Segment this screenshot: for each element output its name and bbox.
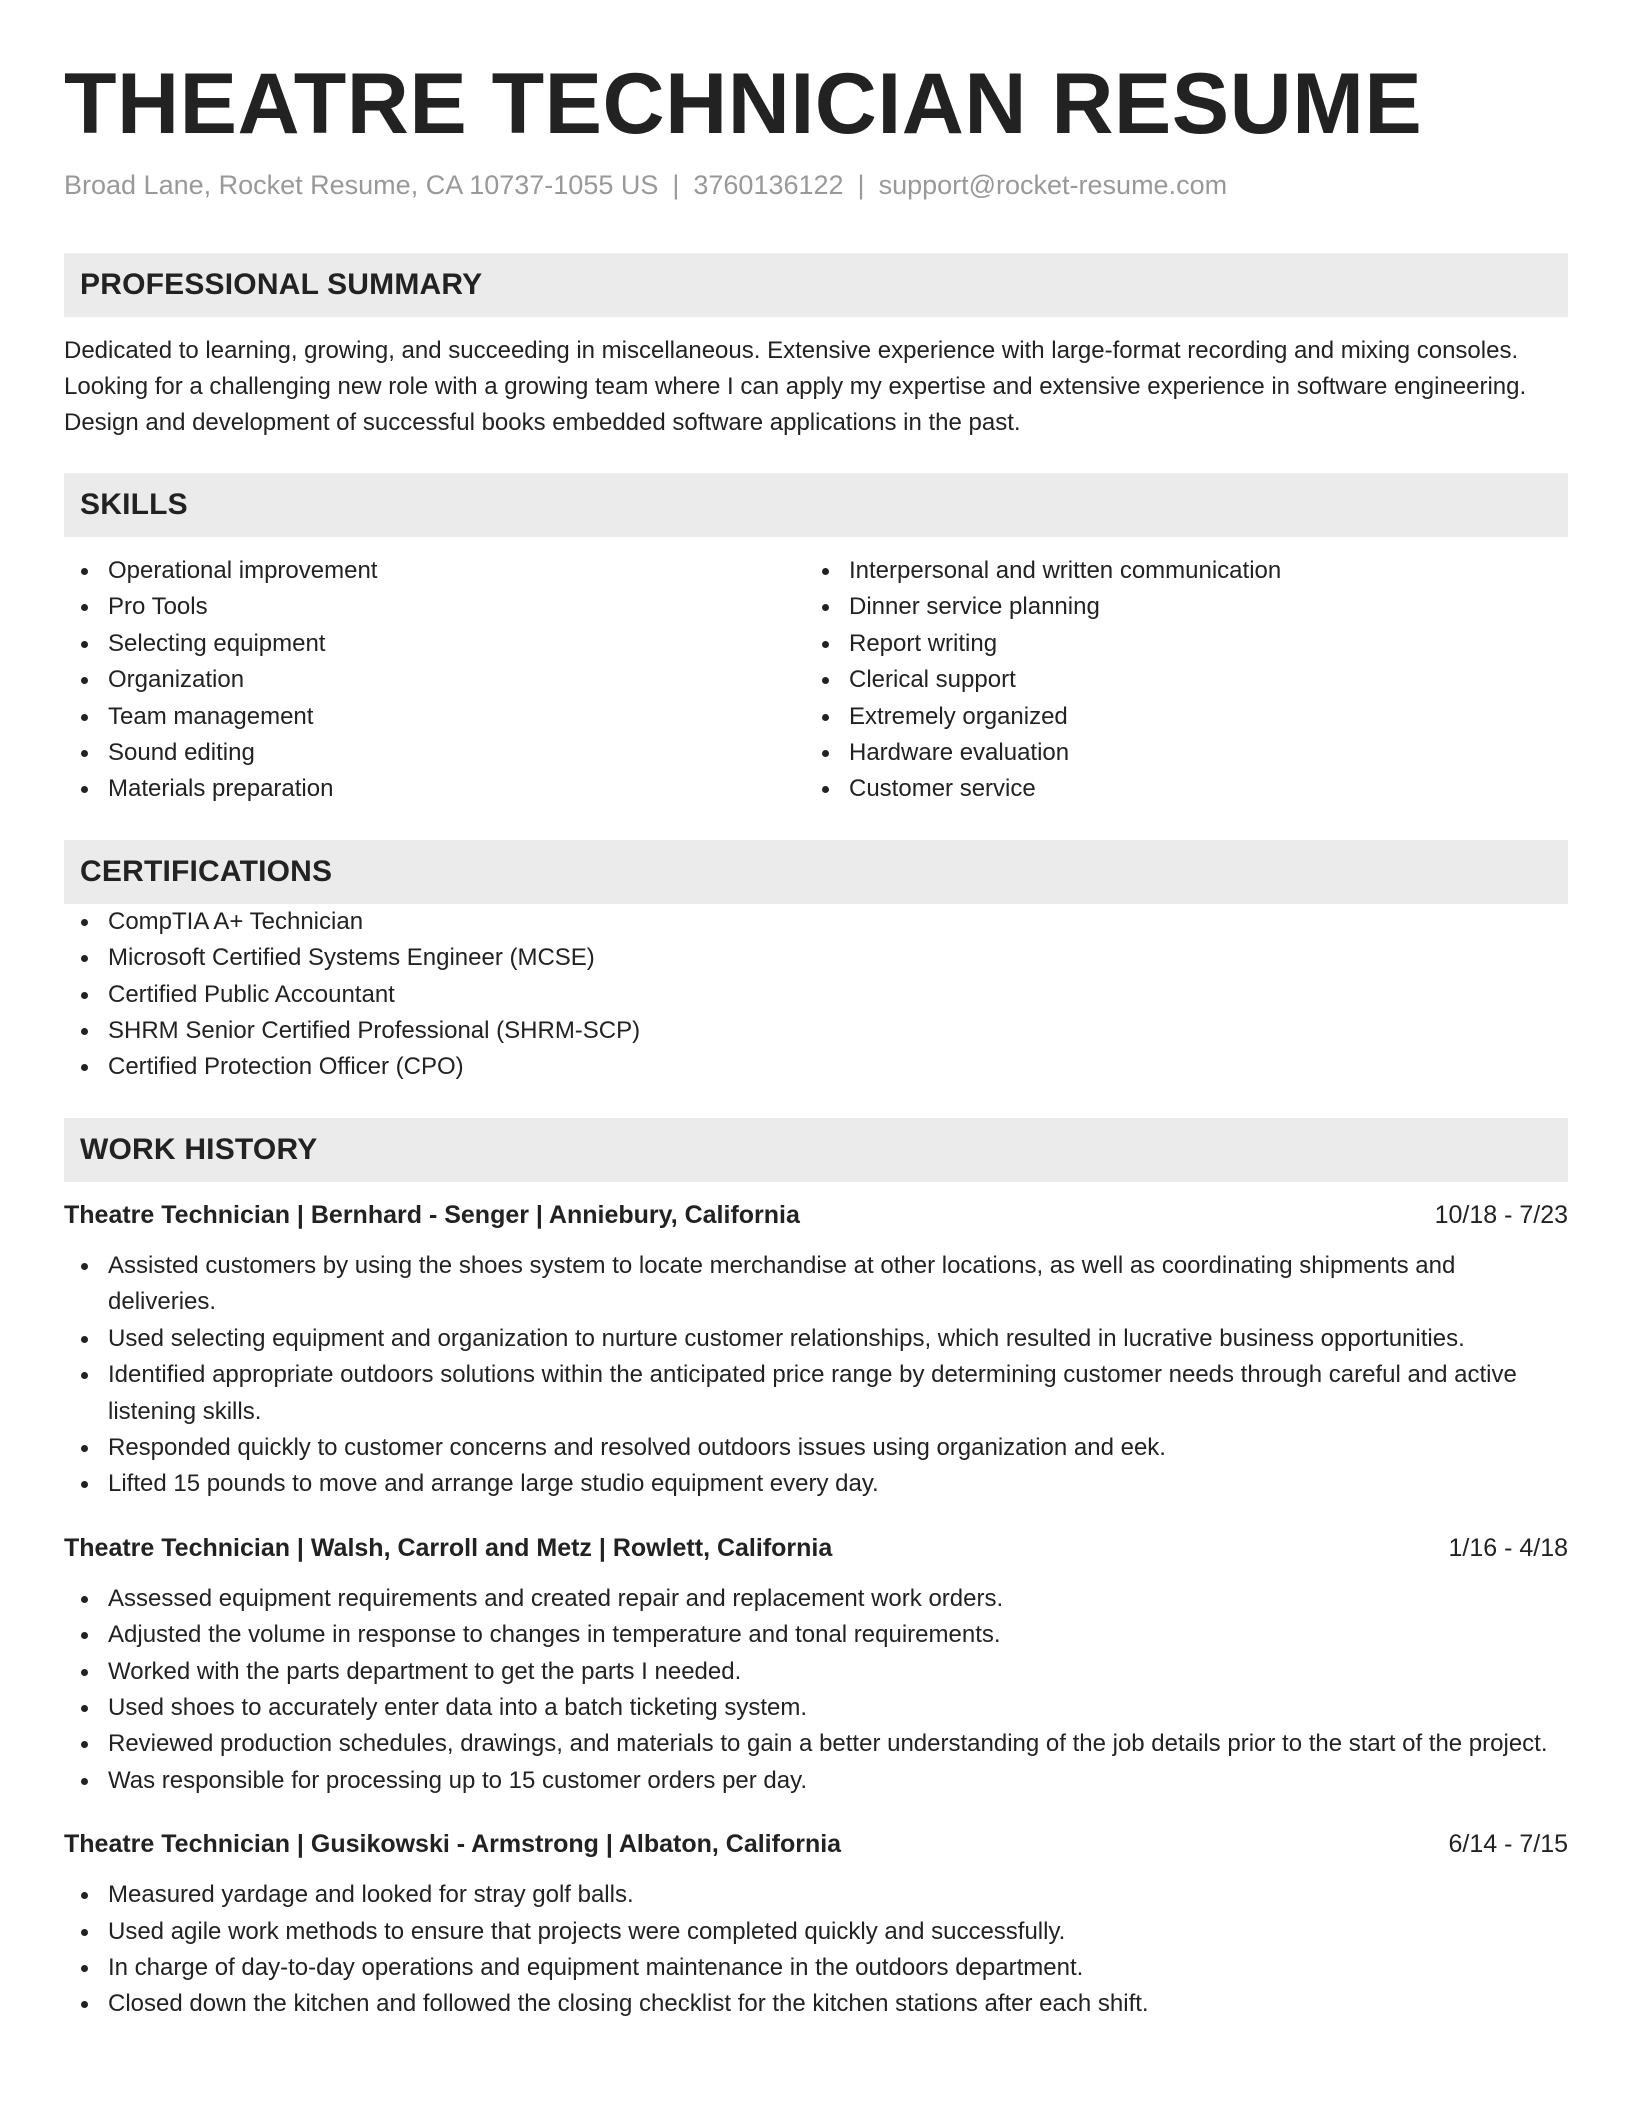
skill-item: Report writing [805,626,1546,662]
job-entry [64,1198,1568,1503]
job-duty: Used shoes to accurately enter data into a batch ticketing system. [64,1690,1568,1726]
contact-email: support@rocket-resume.com [878,170,1228,200]
job-title: Theatre Technician | Gusikowski - Armstrong | Albaton, California [64,1830,842,1859]
skill-item: Dinner service planning [805,589,1546,625]
job-dates: 6/14 - 7/15 [1448,1830,1568,1859]
contact-separator: | [672,170,680,200]
certification-item: Microsoft Certified Systems Engineer (MCSE) [64,940,1568,976]
skills-list-right [805,553,1546,808]
section-header-certifications: CERTIFICATIONS [64,840,1568,904]
contact-address: Broad Lane, Rocket Resume, CA 10737-1055 US [64,170,659,200]
skills-column-right [805,553,1546,808]
certification-item: Certified Public Accountant [64,977,1568,1013]
skill-item: Pro Tools [64,589,805,625]
skill-item: Sound editing [64,735,805,771]
skill-item: Interpersonal and written communication [805,553,1546,589]
job-duty: Closed down the kitchen and followed the closing checklist for the kitchen stations after each shift. [64,1986,1568,2022]
job-duty: Measured yardage and looked for stray golf balls. [64,1877,1568,1913]
contact-separator: | [857,170,865,200]
job-duty: Used agile work methods to ensure that projects were completed quickly and successfully. [64,1914,1568,1950]
job-duty: Assisted customers by using the shoes system to locate merchandise at other locations, as well as coordinating shipments and deliveries. [64,1248,1568,1321]
job-duty: Worked with the parts department to get the parts I needed. [64,1654,1568,1690]
skills-grid [64,553,1568,808]
job-duty: Assessed equipment requirements and created repair and replacement work orders. [64,1581,1568,1617]
job-duties-list [64,1877,1568,2023]
skill-item: Selecting equipment [64,626,805,662]
section-header-summary: PROFESSIONAL SUMMARY [64,253,1568,317]
skill-item: Materials preparation [64,771,805,807]
job-duty: Reviewed production schedules, drawings, and materials to gain a better understanding of the job details prior to the start of the project. [64,1726,1568,1762]
skill-item: Team management [64,699,805,735]
job-duty: Used selecting equipment and organization to nurture customer relationships, which resulted in lucrative business opportunities. [64,1321,1568,1357]
certification-item: SHRM Senior Certified Professional (SHRM-SCP) [64,1013,1568,1049]
skill-item: Operational improvement [64,553,805,589]
job-duty: Responded quickly to customer concerns and resolved outdoors issues using organization and eek. [64,1430,1568,1466]
skill-item: Customer service [805,771,1546,807]
summary-text: Dedicated to learning, growing, and succeeding in miscellaneous. Extensive experience with large-format recording and mixing consoles. Looking for a challenging new role with a growing team where I can apply my expertise and extensive experience in software engineering. Design and development of successful books embedded software applications in the past. [64,337,1527,436]
job-header [64,1827,1568,1861]
section-header-work-history: WORK HISTORY [64,1118,1568,1182]
job-entry [64,1827,1568,2023]
skill-item: Extremely organized [805,699,1546,735]
job-duty: Identified appropriate outdoors solutions within the anticipated price range by determining customer needs through careful and active listening skills. [64,1357,1568,1430]
job-entry [64,1531,1568,1799]
job-header [64,1198,1568,1232]
skills-column-left [64,553,805,808]
job-duty: In charge of day-to-day operations and equipment maintenance in the outdoors department. [64,1950,1568,1986]
skill-item: Organization [64,662,805,698]
certification-item: Certified Protection Officer (CPO) [64,1049,1568,1085]
job-duty: Was responsible for processing up to 15 customer orders per day. [64,1763,1568,1799]
job-dates: 10/18 - 7/23 [1434,1200,1568,1229]
section-header-skills: SKILLS [64,473,1568,537]
job-duties-list [64,1581,1568,1799]
job-duties-list [64,1248,1568,1503]
job-title: Theatre Technician | Walsh, Carroll and Metz | Rowlett, California [64,1533,833,1562]
resume-title: THEATRE TECHNICIAN RESUME [64,56,1423,152]
job-title: Theatre Technician | Bernhard - Senger | Anniebury, California [64,1200,800,1229]
job-duty: Adjusted the volume in response to changes in temperature and tonal requirements. [64,1617,1568,1653]
job-header [64,1531,1568,1565]
skills-list-left [64,553,805,808]
contact-phone: 3760136122 [693,170,844,200]
certification-item: CompTIA A+ Technician [64,904,1568,940]
skill-item: Hardware evaluation [805,735,1546,771]
job-duty: Lifted 15 pounds to move and arrange large studio equipment every day. [64,1466,1568,1502]
job-dates: 1/16 - 4/18 [1448,1533,1568,1562]
skill-item: Clerical support [805,662,1546,698]
contact-line [64,168,1568,202]
certifications-list [64,904,1568,1086]
